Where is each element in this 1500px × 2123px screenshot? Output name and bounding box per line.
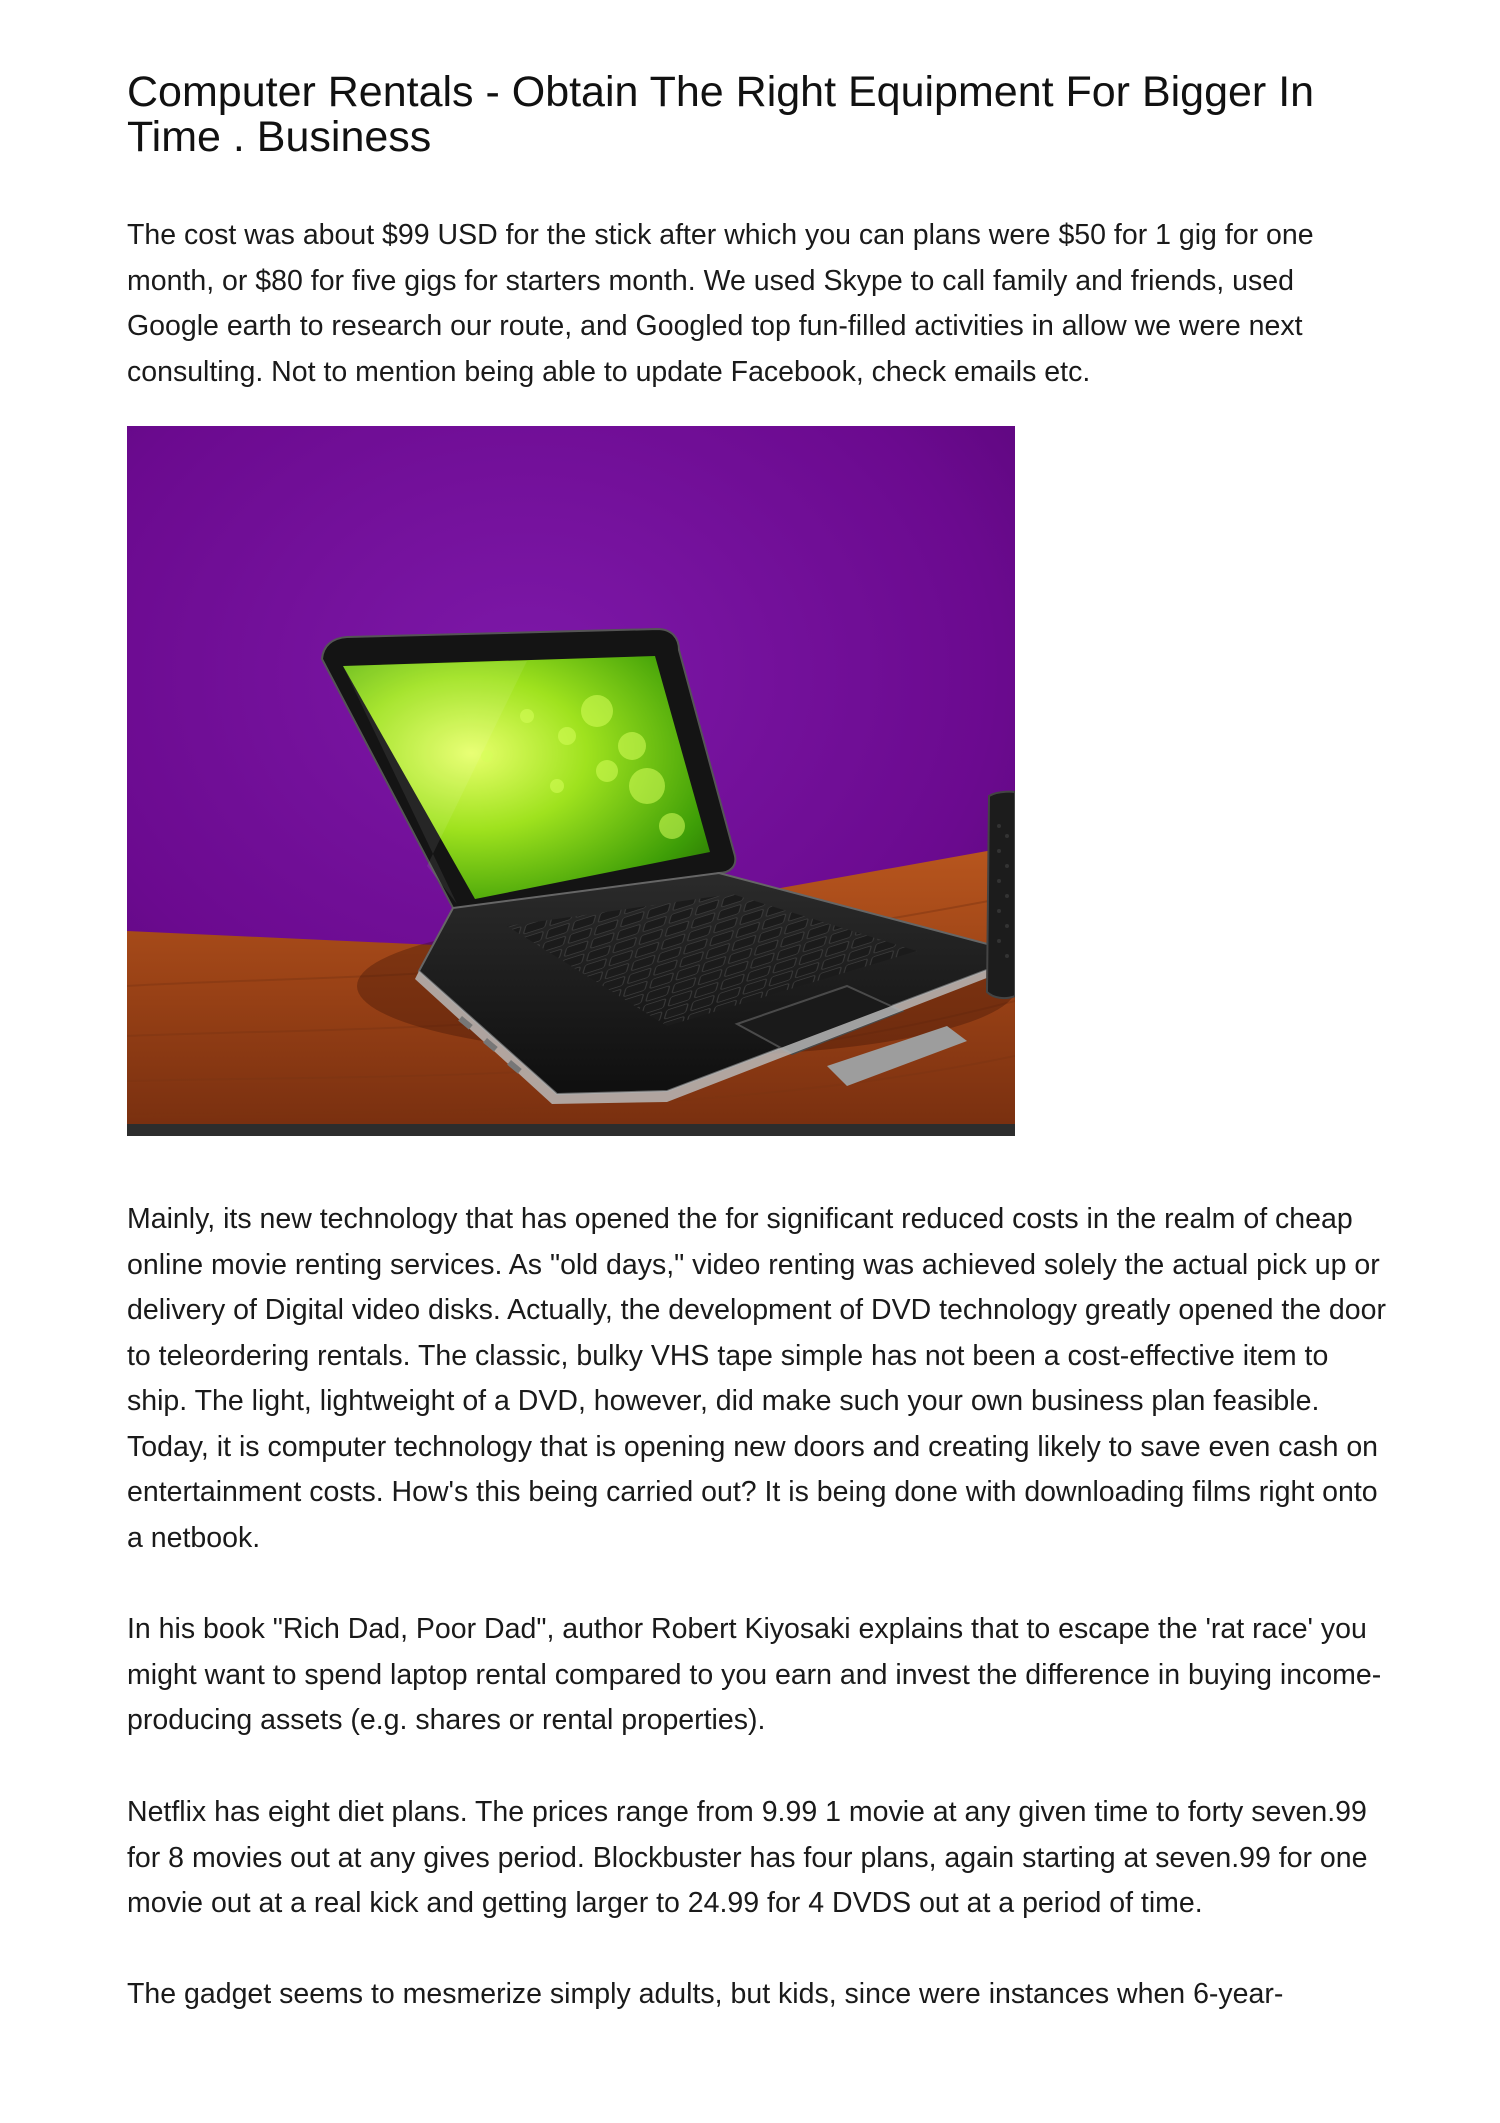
page-title: Computer Rentals - Obtain The Right Equipment For Bigger In Time . Business bbox=[127, 68, 1315, 161]
paragraph-1: The cost was about $99 USD for the stick after which you can plans were $50 for 1 gig for one month, or $80 for five gigs for starters month. We used Skype to call family and friends, used Google earth to research our route, and Googled top fun-filled activities in allow we were next consulting. Not to mention being able to update Facebook, check emails etc. bbox=[127, 219, 1314, 388]
paragraph-5: The gadget seems to mesmerize simply adults, but kids, since were instances when 6-year- bbox=[127, 1978, 1284, 2010]
paragraph-3: In his book "Rich Dad, Poor Dad", author Robert Kiyosaki explains that to escape the 'rat race' you might want to spend laptop rental compared to you earn and invest the difference in buying income-producing assets (e.g. shares or rental properties). bbox=[127, 1613, 1382, 1736]
paragraph-4: Netflix has eight diet plans. The prices range from 9.99 1 movie at any given time to forty seven.99 for 8 movies out at any gives period. Blockbuster has four plans, again starting at seven.99 for one movie out at a real kick and getting larger to 24.99 for 4 DVDS out at a period of time. bbox=[127, 1796, 1368, 1919]
laptop-photo bbox=[127, 426, 1015, 1136]
paragraph-2: Mainly, its new technology that has opened the for significant reduced costs in the realm of cheap online movie renting services. As "old days," video renting was achieved solely the actual pick up or delivery of Digital video disks. Actually, the development of DVD technology greatly opened the door to teleordering rentals. The classic, bulky VHS tape simple has not been a cost-effective item to ship. The light, lightweight of a DVD, however, did make such your own business plan feasible. Today, it is computer technology that is opening new doors and creating likely to save even cash on entertainment costs. How's this being carried out? It is being done with downloading films right onto a netbook. bbox=[127, 1203, 1386, 1554]
speaker-partial bbox=[987, 792, 1015, 998]
image-bottom-bar bbox=[127, 1124, 1015, 1136]
